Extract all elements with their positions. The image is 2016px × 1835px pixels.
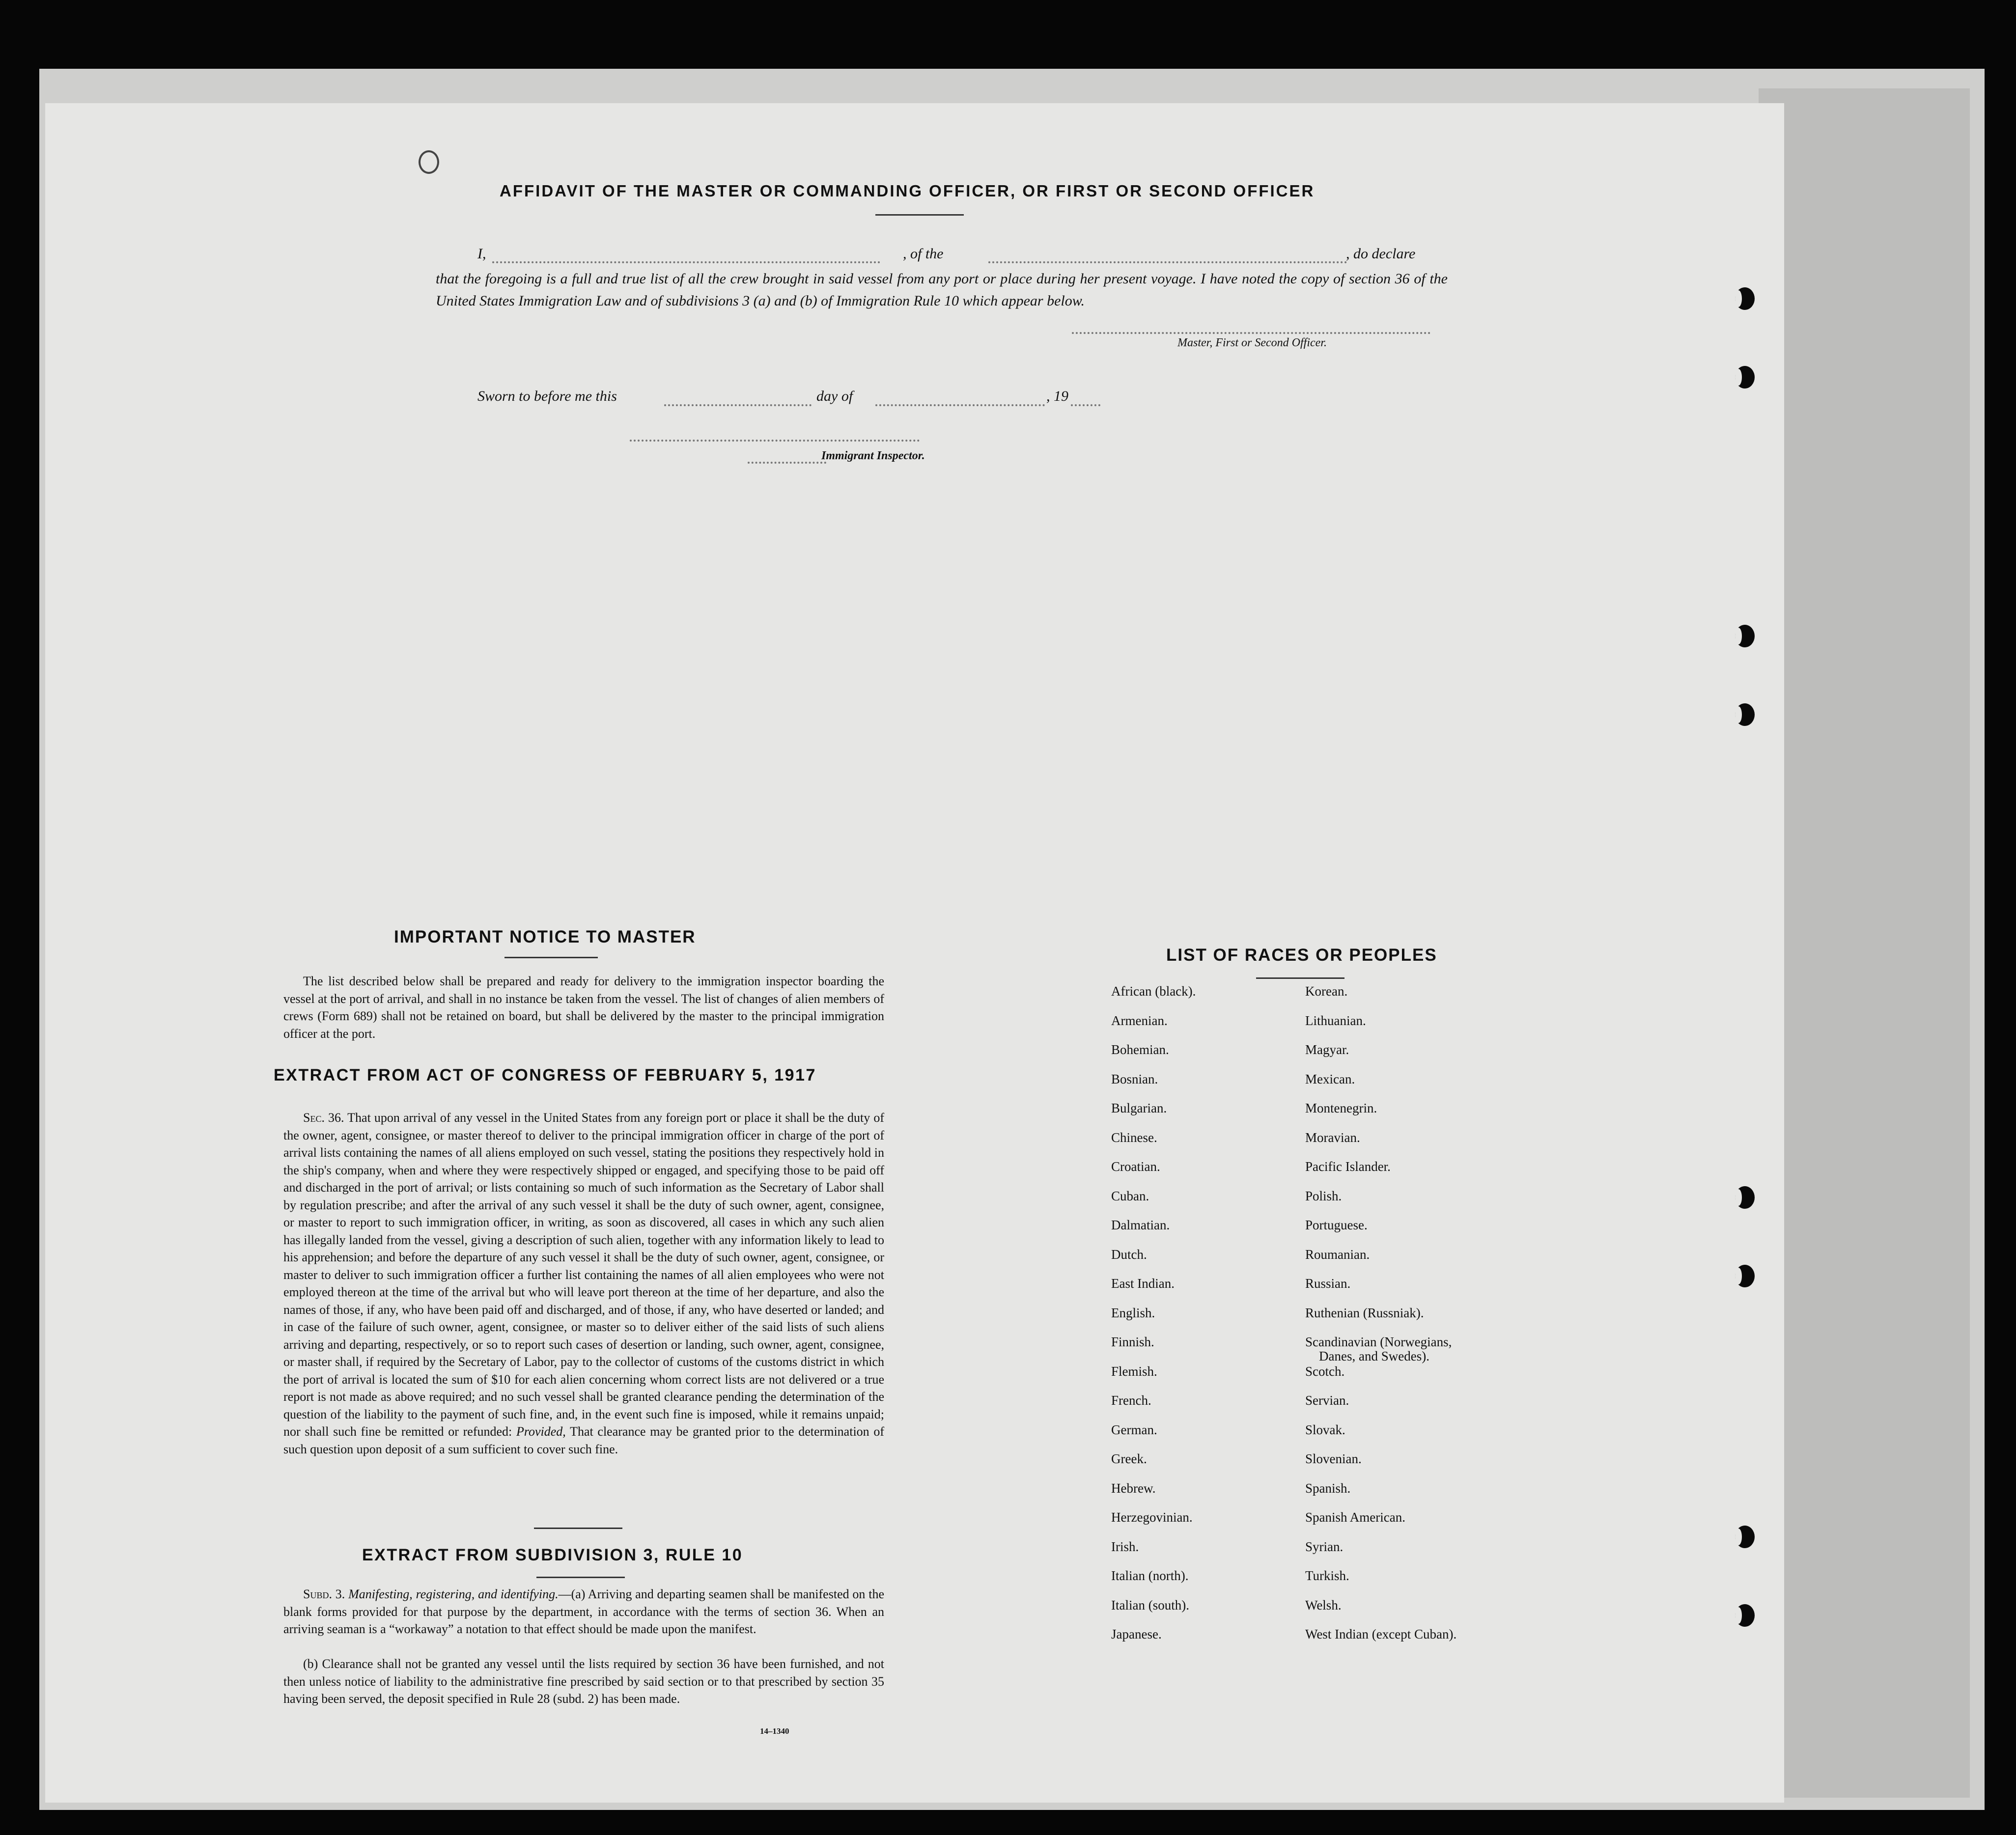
act-body [283, 1109, 884, 1458]
sworn-text: Sworn to before me this [477, 388, 617, 404]
punch-hole-ring [419, 150, 439, 174]
rule-a-text: —(a) Arriving and departing seamen shall be manifested on the blank forms provided for that purpose by the department, in accordance with the terms of section 36. When an arriving seaman is a “workaway” a notation to that effect should be made upon the manifest. [283, 1587, 884, 1636]
name-field[interactable] [492, 261, 880, 263]
binder-hole [1735, 287, 1755, 310]
race-item: Bosnian. [1111, 1071, 1158, 1086]
form-number: 14–1340 [760, 1726, 789, 1736]
race-item: Korean. [1305, 984, 1348, 999]
races-rule [1256, 977, 1344, 979]
race-item: Syrian. [1305, 1539, 1344, 1554]
race-item: Magyar. [1305, 1042, 1349, 1057]
act-sec-label: Sec. 36. [303, 1111, 344, 1125]
race-item: Bohemian. [1111, 1042, 1169, 1057]
races-title: LIST OF RACES OR PEOPLES [1166, 945, 1437, 965]
notice-body [283, 973, 884, 1042]
race-item: Mexican. [1305, 1071, 1355, 1086]
race-item: Scotch. [1305, 1363, 1345, 1379]
race-item: French. [1111, 1393, 1151, 1408]
affidavit-body: that the foregoing is a full and true list of all the crew brought in said vessel from any port or place during her present voyage. I have noted the copy of section 36 of the United States Immigration Law and of subdivisions 3 (a) and (b) of Immigration Rule 10 which appear below. [436, 271, 1448, 309]
inspector-line[interactable] [630, 440, 920, 442]
rule-b-body [283, 1655, 884, 1708]
race-item: Greek. [1111, 1451, 1147, 1466]
race-item: Servian. [1305, 1393, 1349, 1408]
signature-line[interactable] [1072, 332, 1430, 334]
notice-title: IMPORTANT NOTICE TO MASTER [394, 927, 696, 946]
binder-hole [1735, 1526, 1755, 1548]
race-item: West Indian (except Cuban). [1305, 1627, 1457, 1641]
rule-title: EXTRACT FROM SUBDIVISION 3, RULE 10 [362, 1546, 743, 1564]
act-text-end: That clearance may be granted prior to the determination of such question upon deposit of a sum sufficient to cover such fine. [283, 1424, 885, 1456]
rule-subd-italic: Manifesting, registering, and identifying. [348, 1587, 559, 1601]
rule-subd-label: Subd. 3. [303, 1587, 345, 1601]
act-text: That upon arrival of any vessel in the United States from any foreign port or place it shall be the duty of the owner, agent, consignee, or master thereof to deliver to the principal immigration officer in charge of the port of arrival lists containing the names of all aliens employed on such vessel, stating the positions they respectively hold in the ship's company, when and where they were respectively shipped or engaged, and specifying those to be paid off and discharged in the port of arrival; or lists containing so much of such information as the Secretary of Labor shall by regulation prescribe; and after the arrival of any such vessel it shall be the duty of such owner, agent, consignee, or master to report to such immigration officer, in writing, as soon as discovered, all cases in which any such alien has illegally landed from the vessel, giving a description of such alien, together with any information likely to lead to his apprehension; and before the departure of any such vessel it shall be the duty of such owner, agent, consignee, or master to deliver to such immigration officer a further list containing the names of all alien employees who were not employed thereon at the time of the arrival but who will leave port thereon at the time of her departure, and also the names of those, if any, who have been paid off and discharged, and of those, if any, who have deserted or landed; and in case of the failure of such owner, agent, consignee, or master so to deliver either of the said lists of such aliens arriving and departing, respectively, or so to report such cases of desertion or landing, such owner, agent, consignee, or master shall, if required by the Secretary of Labor, pay to the collector of customs of the customs district in which the port of arrival is located the sum of $10 for each alien concerning whom correct lists are not delivered or a true report is not made as above required; and no such vessel shall be granted clearance pending the determination of the question of the liability to the payment of such fine, and, in the event such fine is imposed, while it remains unpaid; nor shall such fine be remitted or refunded: [283, 1111, 885, 1439]
race-item: Herzegovinian. [1111, 1510, 1193, 1525]
race-item: Italian (south). [1111, 1597, 1189, 1613]
act-title: EXTRACT FROM ACT OF CONGRESS OF FEBRUARY 5, 1917 [274, 1066, 816, 1084]
binder-hole [1735, 1265, 1755, 1287]
race-item: Slovak. [1305, 1422, 1345, 1437]
race-item: Pacific Islander. [1305, 1159, 1391, 1174]
month-field[interactable] [875, 404, 1045, 406]
race-item: Croatian. [1111, 1159, 1160, 1174]
inspector-label: Immigrant Inspector. [821, 449, 925, 462]
binder-hole [1735, 366, 1755, 389]
race-item: Spanish American. [1305, 1510, 1405, 1525]
race-item: Dalmatian. [1111, 1218, 1170, 1232]
race-item: Lithuanian. [1305, 1013, 1366, 1028]
race-item: Polish. [1305, 1188, 1342, 1203]
affidavit-of-the: , of the [903, 246, 944, 262]
race-item: Russian. [1305, 1276, 1351, 1291]
race-item: Chinese. [1111, 1130, 1157, 1145]
race-item: Moravian. [1305, 1130, 1360, 1145]
binder-hole [1735, 1186, 1755, 1209]
year-text: , 19 [1046, 388, 1068, 404]
race-item: Welsh. [1305, 1597, 1342, 1613]
day-field[interactable] [664, 404, 812, 406]
race-item: Turkish. [1305, 1568, 1349, 1583]
race-item: Slovenian. [1305, 1451, 1362, 1466]
race-item: East Indian. [1111, 1276, 1175, 1291]
inspector-line-2[interactable] [748, 462, 826, 464]
year-field[interactable] [1071, 404, 1100, 406]
binder-hole [1735, 1604, 1755, 1627]
back-sheet-edge [1759, 88, 1970, 1798]
race-item-continuation: Danes, and Swedes). [1319, 1349, 1429, 1363]
affidavit-title: AFFIDAVIT OF THE MASTER OR COMMANDING OFFICER, OR FIRST OR SECOND OFFICER [500, 182, 1315, 200]
act-provided: Provided, [516, 1424, 566, 1439]
race-item: Bulgarian. [1111, 1101, 1167, 1115]
race-item: Irish. [1111, 1539, 1139, 1554]
race-item: Flemish. [1111, 1363, 1157, 1379]
race-item: Dutch. [1111, 1247, 1147, 1262]
affidavit-declare: , do declare [1346, 246, 1416, 262]
act-rule [534, 1528, 622, 1529]
race-item: Montenegrin. [1305, 1101, 1377, 1115]
rule-a-body [283, 1585, 884, 1638]
race-item: Japanese. [1111, 1627, 1162, 1641]
document-page [45, 103, 1784, 1803]
race-item: Armenian. [1111, 1013, 1168, 1028]
signature-label: Master, First or Second Officer. [1177, 336, 1327, 349]
race-item: African (black). [1111, 984, 1196, 999]
rule-rule [536, 1577, 625, 1578]
race-item: Portuguese. [1305, 1218, 1368, 1232]
race-item: Italian (north). [1111, 1568, 1189, 1583]
notice-rule [504, 957, 598, 958]
rule-b-text: (b) Clearance shall not be granted any vessel until the lists required by section 36 have been furnished, and not then unless notice of liability to the administrative fine prescribed by said section or to that prescribed by section 35 having been served, the deposit specified in Rule 28 (subd. 2) has been made. [283, 1657, 884, 1706]
binder-hole [1735, 703, 1755, 726]
race-item: Finnish. [1111, 1335, 1154, 1349]
race-item: Ruthenian (Russniak). [1305, 1305, 1424, 1320]
race-item: English. [1111, 1305, 1155, 1320]
race-item: Spanish. [1305, 1480, 1351, 1496]
affidavit-i: I, [477, 246, 486, 262]
race-item: Scandinavian (Norwegians, [1305, 1335, 1452, 1349]
position-field[interactable] [988, 261, 1347, 263]
race-item: Roumanian. [1305, 1247, 1370, 1262]
title-rule [875, 214, 964, 216]
race-item: Cuban. [1111, 1188, 1149, 1203]
race-item: Hebrew. [1111, 1480, 1156, 1496]
binder-hole [1735, 625, 1755, 647]
race-item: German. [1111, 1422, 1157, 1437]
day-of-text: day of [816, 388, 853, 404]
notice-text: The list described below shall be prepared and ready for delivery to the immigration inspector boarding the vessel at the port of arrival, and shall in no instance be taken from the vessel. The list of changes of alien members of crews (Form 689) shall not be retained on board, but shall be delivered by the master to the principal immigration officer at the port. [283, 974, 884, 1041]
